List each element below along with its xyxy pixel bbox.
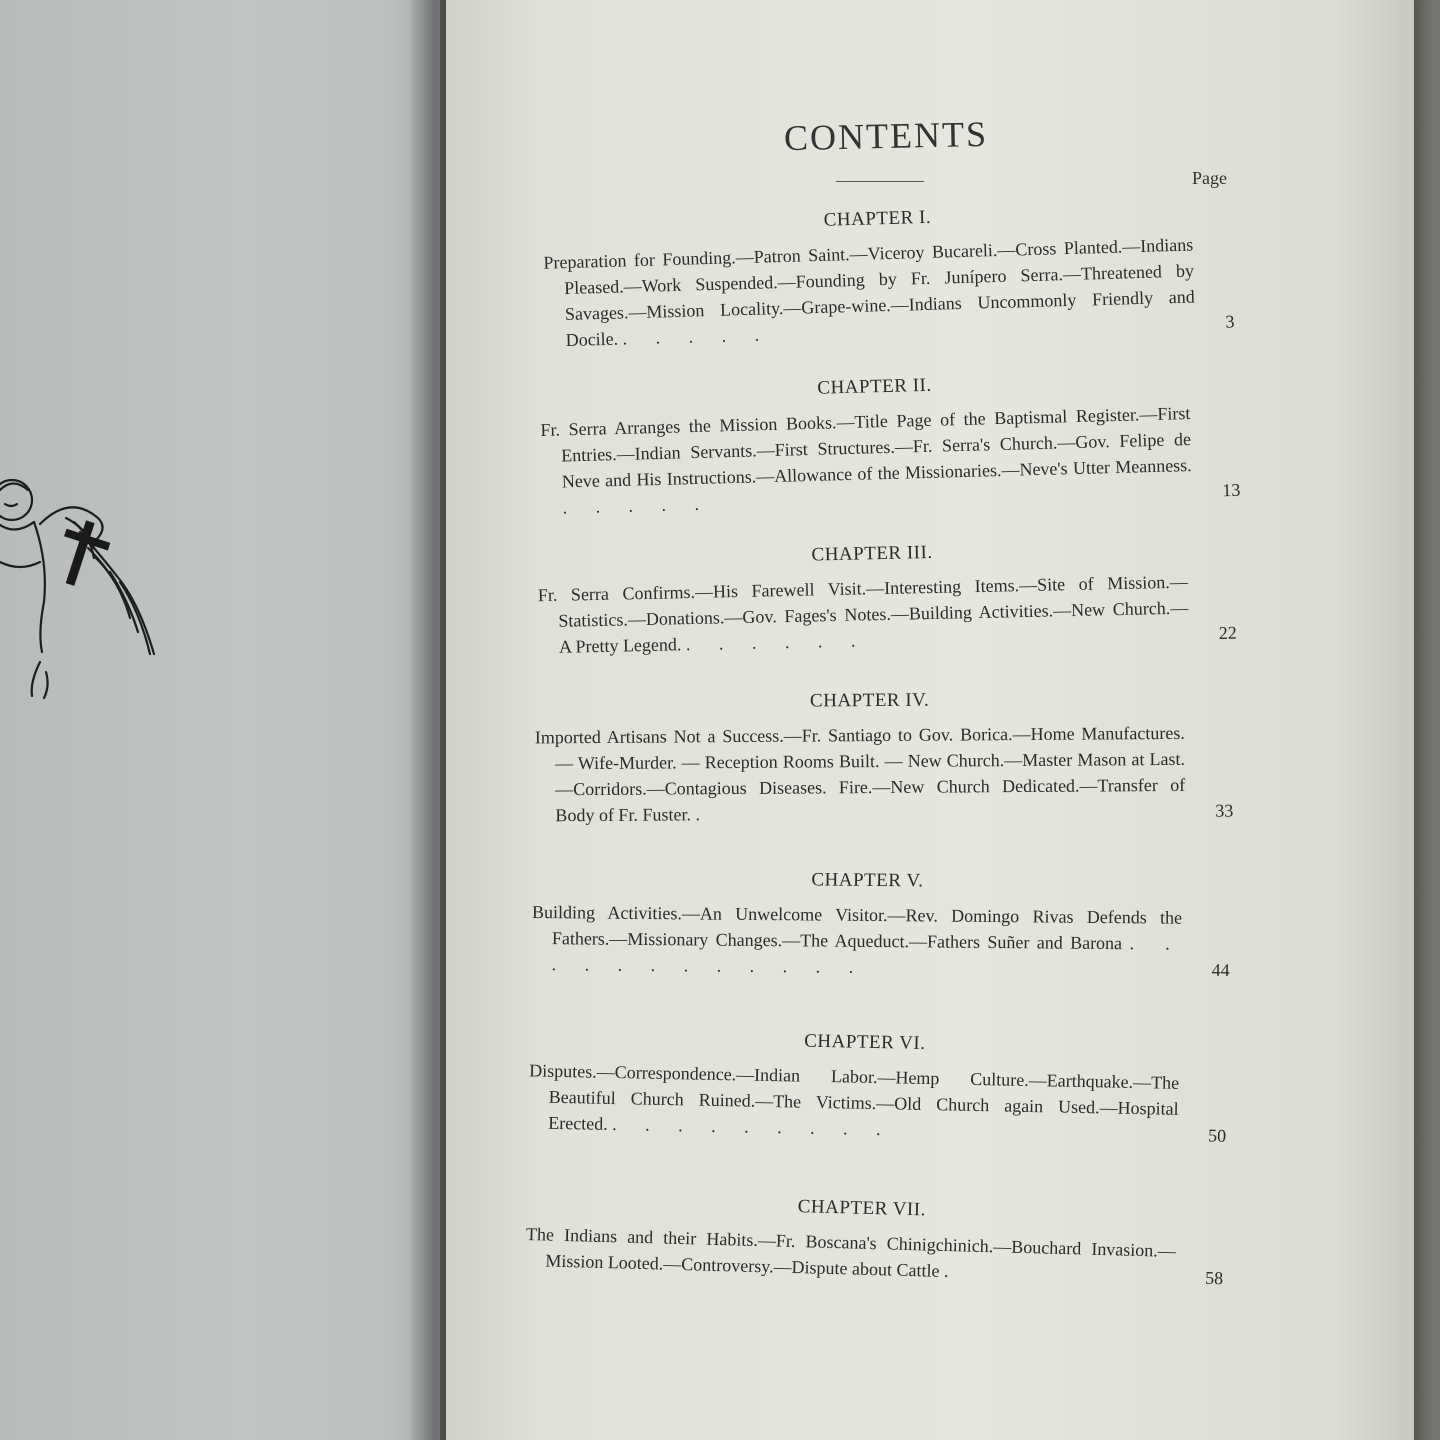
dot-leaders: . . . . . . . . . bbox=[612, 1113, 893, 1140]
dot-leaders: . bbox=[943, 1260, 961, 1282]
left-page bbox=[0, 0, 440, 1440]
chapter-entry bbox=[525, 1189, 1224, 1291]
chapter-entry bbox=[542, 198, 1236, 353]
chapter-heading: CHAPTER VI. bbox=[804, 1030, 926, 1054]
chapter-summary-text: Fr. Serra Confirms.—His Farewell Visit.—Interesting Items.—Site of Mission.—Statistics.—Donations.—Gov. Fages's Notes.—Building Activities.—New Church.—A Pretty Legend. bbox=[537, 571, 1189, 657]
contents-title: CONTENTS bbox=[783, 113, 989, 159]
chapter-entry bbox=[532, 867, 1230, 983]
chapter-summary bbox=[543, 230, 1236, 353]
title-underline-rule bbox=[836, 181, 924, 182]
chapter-heading: CHAPTER I. bbox=[823, 206, 932, 231]
dot-leaders: . bbox=[695, 804, 712, 825]
chapter-summary-text: Building Activities.—An Unwelcome Visitor.—Rev. Domingo Rivas Defends the Fathers.—Missionary Changes.—The Aqueduct.—Fathers Suñer and Barona bbox=[532, 901, 1183, 954]
chapter-summary-text: The Indians and their Habits.—Fr. Boscana's Chinigchinich.—Bouchard Invasion.—Mission Looted.—Controversy.—Dispute about Cattle bbox=[525, 1223, 1177, 1281]
chapter-heading: CHAPTER VII. bbox=[797, 1196, 927, 1221]
chapter-heading: CHAPTER III. bbox=[811, 541, 933, 566]
chapter-entry bbox=[528, 1025, 1227, 1148]
chapter-summary bbox=[532, 899, 1230, 983]
chapter-heading: CHAPTER V. bbox=[811, 869, 924, 892]
chapter-page-number: 3 bbox=[1225, 311, 1235, 332]
right-page bbox=[446, 0, 1414, 1440]
page-column-label: Page bbox=[1192, 168, 1227, 188]
chapter-entry bbox=[539, 367, 1241, 521]
chapter-heading: CHAPTER IV. bbox=[809, 689, 930, 712]
chapter-heading: CHAPTER II. bbox=[817, 374, 932, 399]
chapter-summary-text: Fr. Serra Arranges the Mission Books.—Title Page of the Baptismal Register.—First Entries.—Indian Servants.—First Structures.—Fr. Serra's Church.—Gov. Felipe de Neve and His Instructions.—Allowance of the Missionaries.—Neve's Utter Meanness. bbox=[540, 403, 1192, 492]
chapter-summary bbox=[540, 399, 1241, 521]
dot-leaders: . . . . . . bbox=[685, 630, 868, 655]
chapter-entry bbox=[534, 688, 1234, 829]
chapter-summary bbox=[534, 720, 1234, 829]
chapter-summary bbox=[537, 568, 1238, 660]
angel-illustration bbox=[0, 462, 170, 702]
chapter-summary bbox=[525, 1221, 1224, 1291]
dot-leaders: . . . . . bbox=[622, 324, 772, 349]
chapter-summary bbox=[528, 1057, 1227, 1148]
chapter-summary-text: Disputes.—Correspondence.—Indian Labor.—Hemp Culture.—Earthquake.—The Beautiful Church Ruined.—The Victims.—Old Church again Used.—Hospital Erected. bbox=[529, 1060, 1180, 1134]
chapter-summary-text: Imported Artisans Not a Success.—Fr. Santiago to Gov. Borica.—Home Manufactures. — Wife-Murder. — Reception Rooms Built. — New Church.—Master Mason at Last.—Corridors.—Contagious Diseases. Fire.—New Church Dedicated.—Transfer of Body of Fr. Fuster. bbox=[534, 722, 1186, 826]
table-of-contents bbox=[446, 0, 1414, 1440]
chapter-page-number: 58 bbox=[1204, 1267, 1224, 1289]
dot-leaders: . . . . . . . . . . . . bbox=[551, 933, 1182, 977]
dot-leaders: . . . . . bbox=[562, 493, 712, 518]
chapter-page-number: 22 bbox=[1218, 622, 1238, 643]
chapter-entry bbox=[537, 536, 1238, 660]
chapter-page-number: 13 bbox=[1222, 479, 1241, 501]
chapter-summary-text: Preparation for Founding.—Patron Saint.—Viceroy Bucareli.—Cross Planted.—Indians Pleased.—Work Suspended.—Founding by Fr. Junípero Serra.—Threatened by Savages.—Mission Locality.—Grape-wine.—Indians Uncommonly Friendly and Docile. bbox=[543, 234, 1195, 351]
